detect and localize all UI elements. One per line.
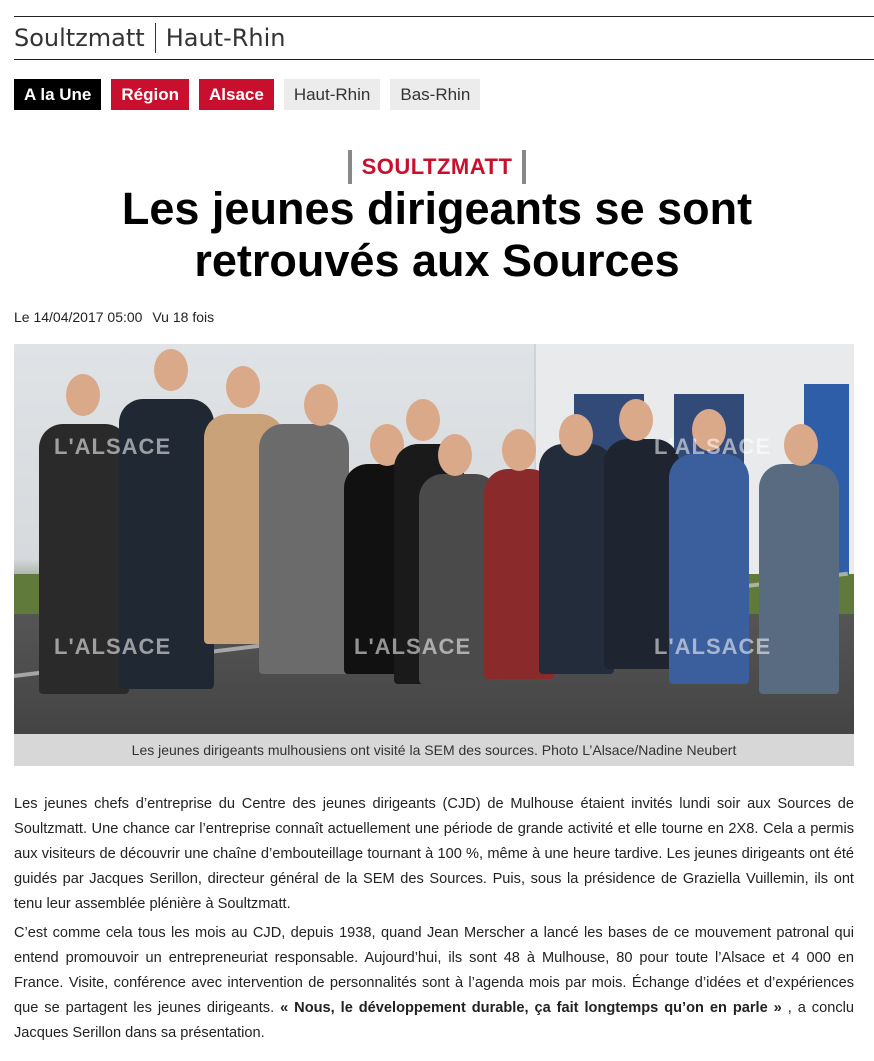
photo-person-head	[784, 424, 818, 466]
title-line-2: retrouvés aux Sources	[194, 235, 680, 286]
photo-person-head	[406, 399, 440, 441]
photo-caption: Les jeunes dirigeants mulhousiens ont visité la SEM des sources. Photo L’Alsace/Nadine Neubert	[14, 734, 854, 766]
header-city[interactable]: Soultzmatt	[14, 24, 145, 52]
paragraph-2-end: , a conclu Jacques Serillon dans sa présentation.	[14, 1000, 854, 1041]
tab-bas-rhin[interactable]: Bas-Rhin	[390, 79, 480, 110]
photo-person-head	[226, 366, 260, 408]
photo-watermark: L'ALSACE	[654, 634, 772, 659]
title-line-1: Les jeunes dirigeants se sont	[121, 183, 753, 234]
photo-watermark: L'ALSACE	[354, 634, 472, 659]
photo-person	[539, 444, 614, 674]
photo-watermark: L'ALSACE	[54, 634, 172, 659]
tab-alsace[interactable]: Alsace	[199, 79, 274, 110]
photo-person-head	[502, 429, 536, 471]
article-paragraph-2	[14, 921, 854, 1046]
tab-a-la-une[interactable]: A la Une	[14, 79, 101, 110]
article-kicker	[0, 150, 874, 184]
kicker-text[interactable]: SOULTZMATT	[361, 154, 513, 179]
article-date: Le 14/04/2017 05:00	[14, 309, 143, 325]
photo-person-head	[438, 434, 472, 476]
kicker-bar-left	[348, 150, 352, 184]
photo-person-head	[304, 384, 338, 426]
photo-watermark: L'ALSACE	[54, 434, 172, 459]
section-tabs	[14, 79, 480, 110]
tab-haut-rhin[interactable]: Haut-Rhin	[284, 79, 381, 110]
article-paragraph-1: Les jeunes chefs d’entreprise du Centre des jeunes dirigeants (CJD) de Mulhouse étaient invités lundi soir aux Sources de Soultzmatt. Une chance car l’entreprise connaît actuellement une période de grande activité et elle tourne en 2X8. Cela a permis aux visiteurs de découvrir une chaîne d’embouteillage tournant à 100 %, même à une heure tardive. Les jeunes dirigeants ont été guidés par Jacques Serillon, directeur général de la SEM des Sources. Puis, sous la présidence de Graziella Vuillemin, ils ont tenu leur assemblée plénière à Soultzmatt.	[14, 796, 854, 912]
article-title	[40, 183, 834, 287]
photo-person-head	[154, 349, 188, 391]
photo-person-head	[619, 399, 653, 441]
article-meta	[14, 309, 220, 325]
kicker-bar-right	[522, 150, 526, 184]
header-department[interactable]: Haut-Rhin	[165, 24, 286, 52]
article-views: Vu 18 fois	[152, 309, 215, 325]
photo-watermark: L'ALSACE	[654, 434, 772, 459]
tab-region[interactable]: Région	[111, 79, 189, 110]
article-photo[interactable]	[14, 344, 854, 734]
site-header	[14, 16, 874, 60]
photo-person-head	[66, 374, 100, 416]
paragraph-2-quote: « Nous, le développement durable, ça fait longtemps qu’on en parle »	[280, 1000, 782, 1016]
photo-person	[259, 424, 349, 674]
paragraph-2-text: C’est comme cela tous les mois au CJD, depuis 1938, quand Jean Merscher a lancé les bases de ce mouvement patronal qui entend promouvoir un entrepreneuriat responsable. Aujourd’hui, ils sont 48 à Mulhouse, 80 pour toute l’Alsace et 4 000 en France. Visite, conférence avec intervention de personnalités sont à l’agenda mois par mois. Échange d’idées et d’expériences que se partagent les jeunes dirigeants.	[14, 925, 854, 1016]
photo-person-head	[559, 414, 593, 456]
